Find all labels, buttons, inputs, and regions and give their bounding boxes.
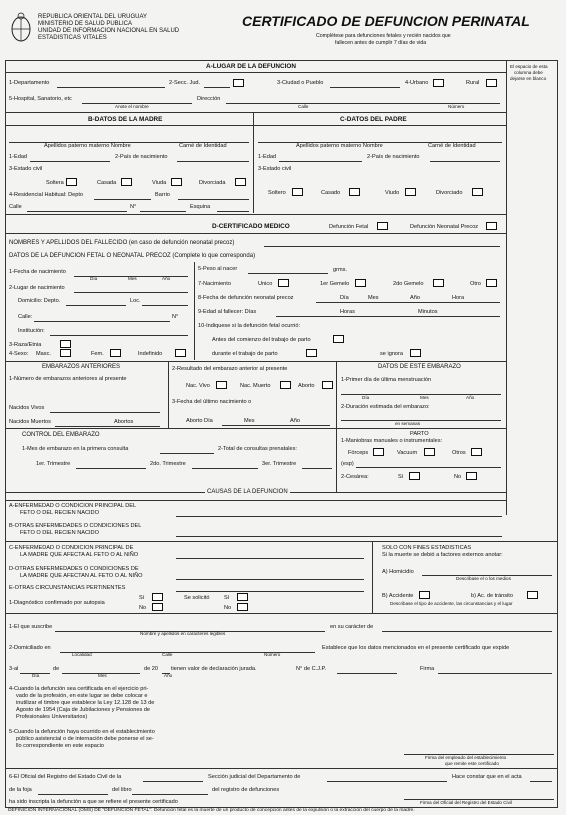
hospital-label: 5-Hospital, Sanatorio, etc	[9, 96, 72, 102]
nac-vivo-checkbox[interactable]	[216, 381, 227, 389]
soltero-checkbox[interactable]	[292, 188, 303, 196]
dom-n-label: N°	[172, 314, 179, 320]
viudo-checkbox[interactable]	[405, 188, 416, 196]
divorciada-checkbox[interactable]	[235, 178, 246, 186]
madre-edad-field[interactable]	[30, 161, 110, 162]
aborto-label: Aborto	[298, 383, 315, 389]
otro-checkbox[interactable]	[486, 279, 497, 287]
resultado-label: 2-Resultado del embarazo anterior al presente	[172, 366, 288, 372]
indefinido-label: Indefinido	[138, 351, 163, 357]
neonatal-label: Defunción Neonatal Precoz	[410, 224, 479, 230]
cjp-label: N° de C.J.P.	[296, 666, 327, 672]
gemelo1-checkbox[interactable]	[355, 279, 366, 287]
nombres-field[interactable]	[264, 246, 500, 247]
padre-carne-label: Carné de Identidad	[428, 143, 476, 149]
fecha-def-field[interactable]	[316, 302, 500, 303]
vivos-field[interactable]	[50, 412, 160, 413]
cjp-field[interactable]	[337, 673, 397, 674]
indique-label: 10-Indiquese si la defunción fetal ocurrió:	[198, 323, 300, 329]
casado-label: Casado	[321, 190, 341, 196]
nacimiento-label: 7-Nacimiento	[198, 281, 231, 287]
loc-label: Loc.	[130, 298, 141, 304]
barrio-field[interactable]	[178, 199, 249, 200]
org-line: MINISTERIO DE SALUD PUBLICA	[38, 21, 133, 27]
transito-checkbox[interactable]	[527, 591, 538, 599]
side-note: dejarse en blanco	[510, 76, 547, 81]
rural-checkbox[interactable]	[486, 79, 497, 87]
urbano-checkbox[interactable]	[433, 79, 444, 87]
solicito-si-checkbox[interactable]	[237, 593, 248, 601]
gemelo1-label: 1er Gemelo	[320, 281, 350, 287]
domicilio-label: Domicilio: Depto.	[18, 298, 61, 304]
soltero-label: Soltero	[268, 190, 286, 196]
section-a-title: A-LUGAR DE LA DEFUNCION	[206, 63, 296, 70]
madre-no-field[interactable]	[140, 211, 186, 212]
section-c-title: C-DATOS DEL PADRE	[340, 116, 407, 123]
causa-b-field[interactable]	[176, 536, 502, 537]
fetal-checkbox[interactable]	[377, 222, 388, 230]
dom-calle-field[interactable]	[34, 321, 170, 322]
firma-field[interactable]	[438, 673, 552, 674]
fecha-ultimo-label: 3-Fecha del último nacimiento o	[172, 399, 252, 405]
casado-checkbox[interactable]	[349, 188, 360, 196]
domicilio-field[interactable]	[66, 305, 126, 306]
cesarea-no-checkbox[interactable]	[466, 472, 477, 480]
numero-embarazos-label: 1-Número de embarazos anteriores al presente	[9, 376, 127, 382]
divorciado-label: Divorciado	[436, 190, 463, 196]
footer-definition: DEFINICION INTERNACIONAL (OMS) DE "DEFUNCION FETAL": Defunción fetal es la muerte de un producto de concepción antes de la expulsión o la extracción del cuerpo de la madre.	[8, 808, 415, 813]
aborto-dia-label: Aborto Día	[186, 418, 213, 424]
solicito-label: Se solicitó	[184, 595, 210, 601]
maniobras-label: 1-Maniobras manuales o instrumentales:	[341, 438, 443, 444]
edad-fallecer-field[interactable]	[276, 316, 500, 317]
padre-pais-field[interactable]	[430, 161, 500, 162]
esquina-label: Esquina	[190, 204, 211, 210]
page-title: CERTIFICADO DE DEFUNCION PERINATAL	[242, 13, 530, 29]
nac-vivo-label: Nac. Vivo	[186, 383, 210, 389]
libro-field[interactable]	[132, 794, 208, 795]
foja-field[interactable]	[38, 794, 108, 795]
diag-si-checkbox[interactable]	[152, 593, 163, 601]
fecha-def-label: 8-Fecha de defunción neonatal precoz	[198, 295, 294, 301]
nac-muerto-label: Nac. Muerto	[240, 383, 271, 389]
se-ignora-label: se ignora	[380, 351, 404, 357]
divorciada-label: Divorciada	[199, 180, 226, 186]
parto-title: PARTO	[410, 431, 429, 437]
numero-hint: Número	[448, 104, 465, 109]
suscribe-label: 1-El que suscribe	[9, 624, 53, 630]
duracion-label: 2-Duración estimada del embarazo:	[341, 404, 430, 410]
rural-label: Rural	[466, 80, 480, 86]
indefinido-checkbox[interactable]	[175, 349, 186, 357]
otro-label: Otro	[470, 281, 481, 287]
fem-label: Fem.	[91, 351, 104, 357]
dom-calle-label: Calle:	[18, 314, 33, 320]
institucion-label: Institución:	[18, 328, 45, 334]
calle-hint: Calle	[298, 104, 309, 109]
soltera-label: Soltera	[46, 180, 64, 186]
lugar-nac-field[interactable]	[74, 292, 188, 293]
datos-label: DATOS DE LA DEFUNCION FETAL O NEONATAL PRECOZ (Complete lo que corresponda)	[9, 253, 256, 259]
peso-field[interactable]	[248, 273, 328, 274]
masc-checkbox[interactable]	[60, 349, 71, 357]
nac-muerto-checkbox[interactable]	[280, 381, 291, 389]
duracion-field[interactable]	[341, 420, 501, 421]
padre-estado-label: 3-Estado civil	[258, 166, 292, 172]
unico-checkbox[interactable]	[278, 279, 289, 287]
muertos-field[interactable]	[55, 426, 160, 427]
madre-calle-label: Calle	[9, 204, 22, 210]
lugar-nac-label: 2-Lugar de nacimiento	[9, 285, 65, 291]
padre-apellidos-label: Apellidos paterno materno Nombre	[296, 143, 383, 149]
org-line: ESTADISTICAS VITALES	[38, 35, 107, 41]
gemelo2-checkbox[interactable]	[433, 279, 444, 287]
secc-jud-field[interactable]	[204, 87, 230, 88]
esp-field[interactable]	[356, 467, 501, 468]
acta-field[interactable]	[530, 781, 552, 782]
madre-edad-label: 1-Edad	[9, 154, 28, 160]
padre-pais-label: 2-País de nacimiento	[367, 154, 420, 160]
madre-no-label: N°	[130, 204, 137, 210]
divorciado-checkbox[interactable]	[472, 188, 483, 196]
raza-label: 3-Raza/Etnia	[9, 342, 42, 348]
nombres-label: NOMBRES Y APELLIDOS DEL FALLECIDO (en caso de defunción neonatal precoz)	[9, 240, 235, 246]
departamento-field[interactable]	[57, 87, 165, 88]
residencial-label: 4-Residencial Habitual: Depto	[9, 192, 84, 198]
residencial-field[interactable]	[94, 199, 151, 200]
t1-field[interactable]	[76, 468, 146, 469]
aborto-fecha-field[interactable]	[222, 425, 330, 426]
masc-label: Masc.	[36, 351, 51, 357]
vivos-label: Nacidos Vivos	[9, 405, 45, 411]
causa-a-field[interactable]	[176, 516, 502, 517]
cesarea-si-checkbox[interactable]	[409, 472, 420, 480]
raza-box[interactable]	[60, 340, 71, 348]
edad-fallecer-label: 9-Edad al fallecer: Días	[198, 309, 257, 315]
padre-nombre-field[interactable]	[258, 142, 502, 143]
side-column-divider	[506, 60, 507, 515]
ciudad-label: 3-Ciudad o Pueblo	[277, 80, 324, 86]
subtitle-line: Complétese para defunciones fetales y recién nacidos que	[316, 33, 451, 39]
neonatal-checkbox[interactable]	[486, 222, 497, 230]
fetal-label: Defunción Fetal	[329, 224, 369, 230]
direccion-label: Dirección	[197, 96, 221, 102]
muertos-label: Nacidos Muertos	[9, 419, 51, 425]
embarazos-title: EMBARAZOS ANTERIORES	[42, 364, 121, 370]
viudo-label: Viudo	[385, 190, 400, 196]
org-line: REPUBLICA ORIENTAL DEL URUGUAY	[38, 14, 148, 20]
certificate-page: REPUBLICA ORIENTAL DEL URUGUAY MINISTERIO DE SALUD PUBLICA UNIDAD DE INFORMACION NACIONAL EN SALUD ESTADISTICAS VITALES CERTIFICADO DE DEFUNCION PERINATAL Complétese para defunciones fetales y recién nacidos que fallecen antes de cumplir 7 días de vida El espacio de esta columna debe dejarse en blanco A-LUGAR DE LA DEFUNCION 1-Departamento 2-Secc. Jud. 3-Ciudad o Pueblo 4-Urbano Rural 5-Hospital, Sanatorio, etc Dirección Anote el nombre Calle Número B-DATOS DE LA MADRE C-DATOS DEL PADRE Apellidos paterno materno Nombre Carné de Identidad 1-Edad 2-País de nacimiento 3-Estado civil Soltera Casada Viuda Divorciada 4-Residencial Habitual: Depto Barrio Calle N° Esquina Apellidos paterno materno Nombre Carné de Identidad 1-Edad 2-País de nacimiento 3-Estado civil Soltero Casado Viudo Divorciado D-CERTIFICADO MEDICO Defunción Fetal Defunción Neonatal Precoz NOMBRES Y APELLIDOS DEL FALLECIDO (en caso de defunción neonatal precoz) DATOS DE LA DEFUNCION FETAL O NEONATAL PRECOZ (Complete lo que corresponda) 1-Fecha de nacimiento Día Mes Año 2-Lugar de nacimiento Domicilio: Depto. Loc. Calle: N° Institución: 3-Raza/Etnia 4-Sexo: Masc. Fem. Indefinido 5-Peso al nacer grms. 7-Nacimiento Unico 1er Gemelo 2do Gemelo Otro 8-Fecha de defunción neonatal precoz Día Mes Año Hora 9-Edad al fallecer: Días Horas Minutos 10-Indiquese si la defunción fetal ocurrió: Antes del comienzo del trabajo de parto durante el trabajo de parto se ignora EMBARAZOS ANTERIORES 1-Número de embarazos anteriores al presente Nacidos Vivos Nacidos Muertos Abortos 2-Resultado del embarazo anterior al presente Nac. Vivo Nac. Muerto Aborto 3-Fecha del último nacimiento o Aborto Día Mes Año DATOS DE ESTE EMBARAZO 1-Primer día de última menstruación Día Mes Año 2-Duración estimada del embarazo: en semanas CONTROL DEL EMBARAZO 1-Mes de embarazo en la primera consulta 2-Total de consultas prenatales: 1er. Trimestre 2do. Trimestre 3er. Trimestre PARTO 1-Maniobras manuales o instrumentales: Fórceps Vacuum Otros (esp) 2-Cesárea: Sí No CAUSAS DE LA DEFUNCION A-ENFERMEDAD O CONDICION PRINCIPAL DEL FETO O DEL RECIEN NACIDO B-OTRAS ENFERMEDADES O CONDICIONES DEL FETO O DEL RECIEN NACIDO C-ENFERMEDAD O CONDICION PRINCIPAL DE LA MADRE QUE AFECTA AL FETO O AL NIÑO D-OTRAS ENFERMEDADES O CONDICIONES DE LA MADRE QUE AFECTAN AL FETO O AL NIÑO E-OTRAS CIRCUNSTANCIAS PERTINENTES 1-Diagnóstico confirmado por autopsia Sí No Se solicitó Sí No SOLO CON FINES ESTADISTICAS Si la muerte se debió a factores externos anotar: A) Homicidio Describase el o los medios B) Accidente b) Ac. de tránsito Describase el tipo de accidente, las circunstancias y el lugar 1-El que suscribe en su carácter de Nombre y apellidos en caracteres legibles 2-Domiciliado en Localidad Calle Número Establece que los datos mencionados en el presente certificado que expide 3-al de de 20 tienen valor de declaración jurada. N° de C.J.P. Firma Día Mes Año 4-Cuando la defunción sea certificada en el ejercicio pri- vado de la profesión, en este lugar se debe colocar e inutilizar el timbre que establece la Ley 12.128 de 13 de Agosto de 1954 (Caja de Jubilaciones y Pensiones de Profesionales Universitarios) 5-Cuando la defunción haya ocurrido en el establecimiento público asistencial o de internación debe ponerse el se- llo correspondiente en este espacio Firma del empleado del establecimiento que remite este certificado 6-El Oficial del Registro del Estado Civil de la Sección judicial del Departamento de Hace constar que en el acta de la foja del libro del registro de defunciones ha sido inscripta la defunción a que se refiere el presente certificado Firma del Oficial del Registro del Estado Civil DEFINICION INTERNACIONAL (OMS) DE "DEFUNCION FETAL": Defunción fetal es la muerte de un producto de concepción antes de la expulsión o la extracción del cuerpo de la madre.	[0, 0, 566, 815]
aborto-checkbox[interactable]	[322, 381, 333, 389]
total-consultas-label: 2-Total de consultas prenatales:	[218, 446, 297, 452]
diag-no-checkbox[interactable]	[152, 603, 163, 611]
loc-field[interactable]	[142, 305, 188, 306]
t2-field[interactable]	[192, 468, 258, 469]
madre-estado-label: 3-Estado civil	[9, 166, 43, 172]
durante-checkbox[interactable]	[306, 349, 317, 357]
coat-of-arms-icon	[8, 12, 34, 44]
gemelo2-label: 2do Gemelo	[393, 281, 424, 287]
barrio-label: Barrio	[155, 192, 170, 198]
este-title: DATOS DE ESTE EMBARAZO	[378, 364, 461, 370]
padre-edad-label: 1-Edad	[258, 154, 277, 160]
domiciliado-label: 2-Domiciliado en	[9, 645, 51, 651]
madre-pais-label: 2-País de nacimiento	[115, 154, 168, 160]
peso-label: 5-Peso al nacer	[198, 266, 238, 272]
subtitle-line: fallecen antes de cumplir 7 días de vida	[335, 40, 427, 46]
mes-consulta-label: 1-Mes de embarazo en la primera consulta	[22, 446, 129, 452]
viuda-checkbox[interactable]	[171, 178, 182, 186]
t3-field[interactable]	[302, 468, 332, 469]
causa-e-field[interactable]	[176, 591, 364, 592]
se-ignora-checkbox[interactable]	[410, 349, 421, 357]
causas-title: CAUSAS DE LA DEFUNCION	[207, 489, 288, 495]
madre-pais-field[interactable]	[177, 161, 249, 162]
anote-hint: Anote el nombre	[115, 104, 149, 109]
casada-label: Casada	[97, 180, 117, 186]
esquina-field[interactable]	[217, 211, 249, 212]
caracter-field[interactable]	[382, 631, 552, 632]
madre-carne-label: Carné de Identidad	[179, 143, 227, 149]
secc-jud-label: 2-Secc. Jud.	[169, 80, 201, 86]
otros-checkbox[interactable]	[471, 448, 482, 456]
padre-edad-field[interactable]	[279, 161, 362, 162]
mes-consulta-field[interactable]	[160, 453, 214, 454]
accidente-checkbox[interactable]	[419, 591, 430, 599]
grms-label: grms.	[333, 267, 347, 273]
institucion-field[interactable]	[50, 335, 188, 336]
side-note: El espacio de esta	[510, 64, 548, 69]
control-title: CONTROL DEL EMBARAZO	[22, 432, 100, 438]
madre-calle-field[interactable]	[27, 211, 127, 212]
fem-checkbox[interactable]	[110, 349, 121, 357]
madre-nombre-field[interactable]	[9, 142, 249, 143]
registro-seccion-field[interactable]	[143, 781, 203, 782]
urbano-label: 4-Urbano	[405, 80, 429, 86]
diag-label: 1-Diagnóstico confirmado por autopsia	[9, 600, 105, 606]
causa-c-field[interactable]	[176, 558, 364, 559]
madre-apellidos-label: Apellidos paterno materno Nombre	[44, 143, 131, 149]
casada-checkbox[interactable]	[121, 178, 132, 186]
section-b-title: B-DATOS DE LA MADRE	[88, 116, 163, 123]
soltera-checkbox[interactable]	[66, 178, 77, 186]
secc-jud-box[interactable]	[233, 79, 244, 87]
viuda-label: Viuda	[152, 180, 167, 186]
forceps-checkbox[interactable]	[373, 448, 384, 456]
ciudad-field[interactable]	[330, 87, 400, 88]
fecha-nac-label: 1-Fecha de nacimiento	[9, 269, 66, 275]
org-line: UNIDAD DE INFORMACION NACIONAL EN SALUD	[38, 28, 180, 34]
menstruacion-label: 1-Primer día de última menstruación	[341, 377, 432, 383]
departamento-label: 1-Departamento	[9, 80, 50, 86]
unico-label: Unico	[258, 281, 273, 287]
antes-label: Antes del comienzo del trabajo de parto	[212, 337, 311, 343]
causa-d-field[interactable]	[176, 579, 364, 580]
estadisticas-title: SOLO CON FINES ESTADISTICAS	[382, 545, 472, 551]
antes-checkbox[interactable]	[333, 335, 344, 343]
durante-label: durante el trabajo de parto	[212, 351, 278, 357]
solicito-no-checkbox[interactable]	[237, 603, 248, 611]
vacuum-checkbox[interactable]	[424, 448, 435, 456]
registro-depto-field[interactable]	[327, 781, 447, 782]
side-note: columna debe	[514, 70, 543, 75]
section-d-title: D-CERTIFICADO MEDICO	[212, 223, 290, 230]
sexo-label: 4-Sexo:	[9, 351, 29, 357]
